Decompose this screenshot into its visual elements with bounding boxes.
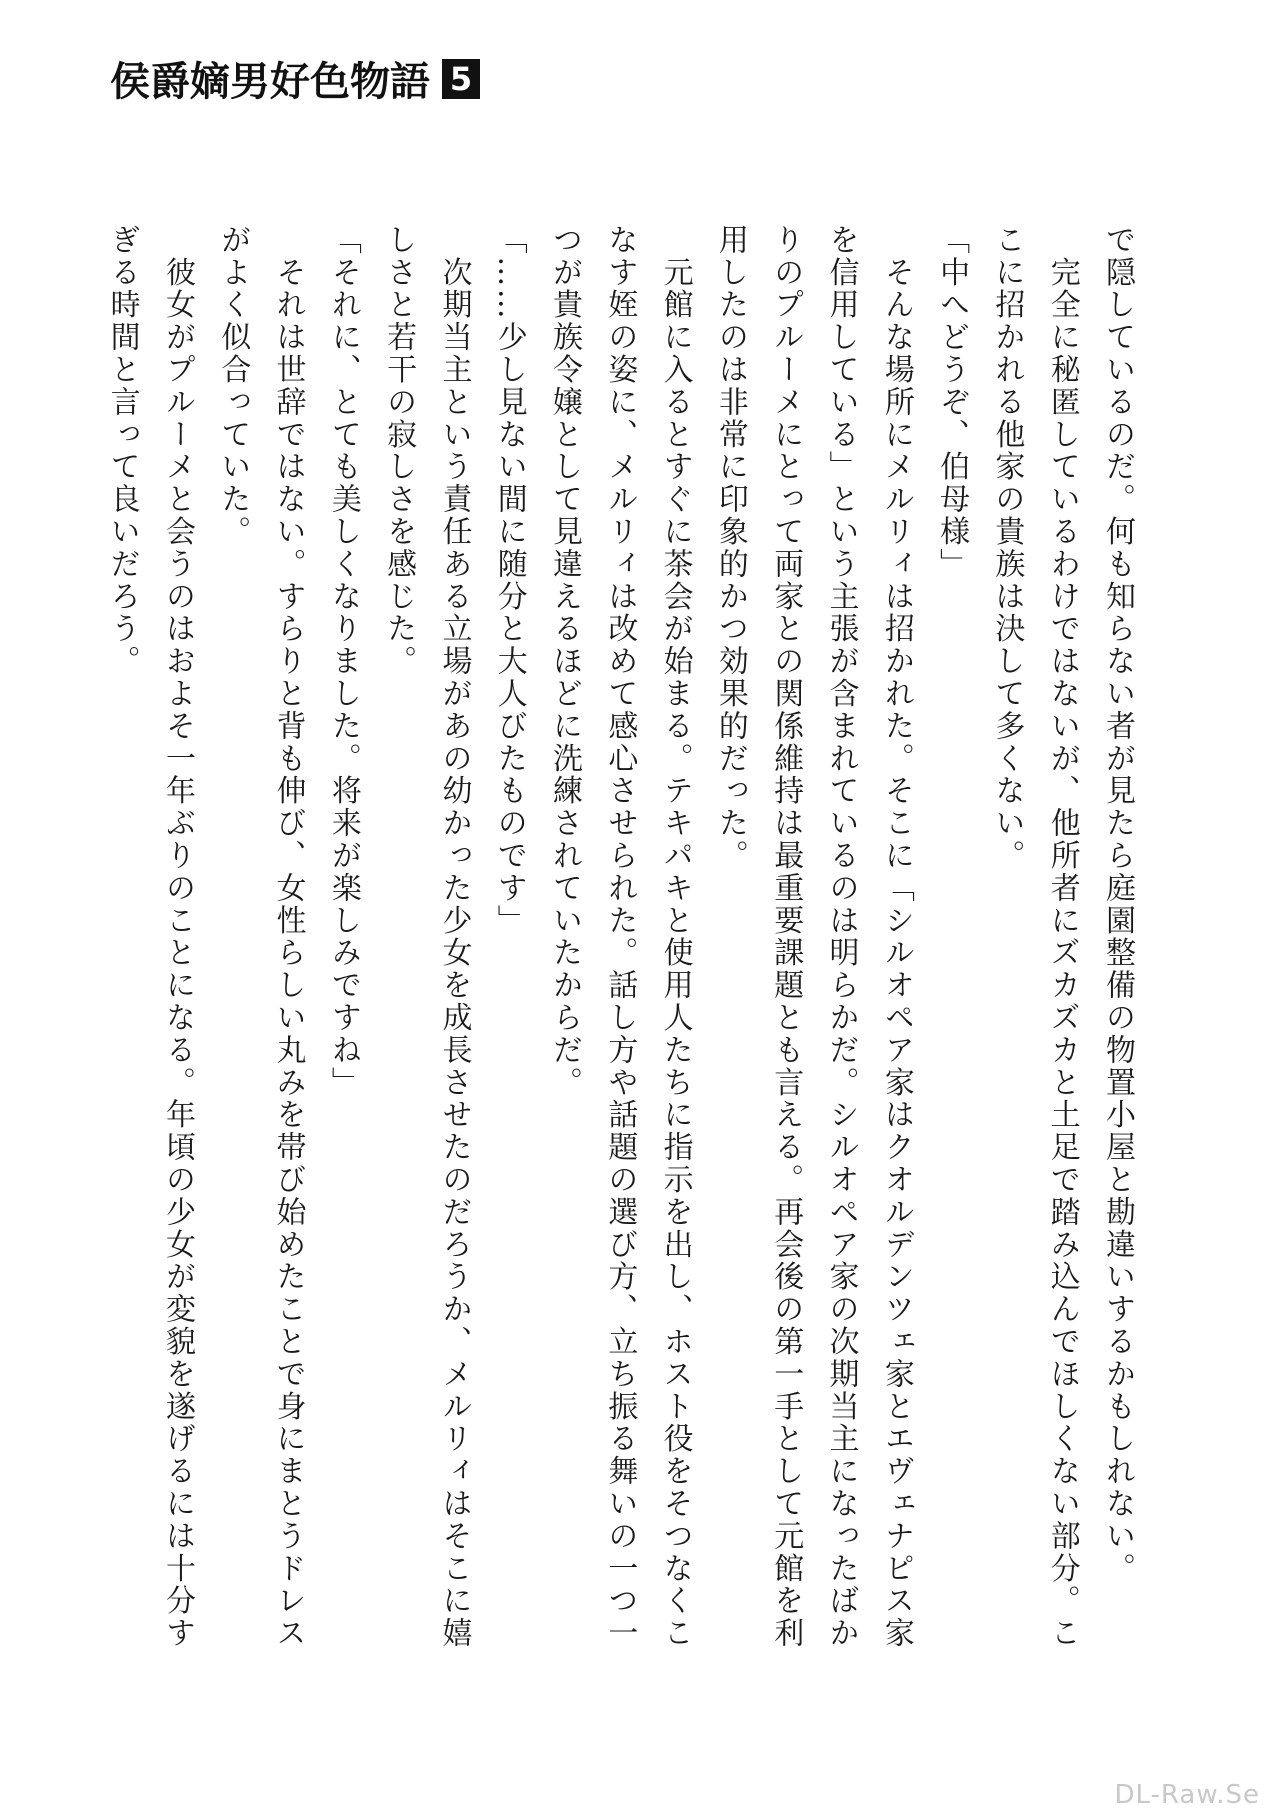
- text-column: 完全に秘匿しているわけではないが、他所者にズカズカと土足で踏み込んでほしくない部分。こ: [1044, 224, 1080, 1650]
- book-title: 侯爵嫡男好色物語: [110, 58, 430, 105]
- text-column: しさと若干の寂しさを感じた。: [381, 224, 417, 678]
- text-column: で隠しているのだ。何も知らない者が見たら庭園整備の物置小屋と勘違いするかもしれない。: [1100, 224, 1135, 1585]
- text-column: それは世辞ではない。すらりと背も伸び、女性らしい丸みを帯び始めたことで身にまとうドレス: [270, 224, 306, 1650]
- vertical-body-text: [94, 224, 1145, 1664]
- text-column: 元館に入るとすぐに茶会が始まる。テキパキと使用人たちに指示を出し、ホスト役をそつなくこ: [657, 224, 693, 1650]
- text-column: りのプルーメにとって両家との関係維持は最重要課題とも言える。再会後の第一手として元館を利: [768, 224, 804, 1650]
- text-column: を信用している」という主張が含まれているのは明らかだ。シルオペア家の次期当主になったばか: [823, 224, 859, 1650]
- text-column: 次期当主という責任ある立場があの幼かった少女を成長させたのだろうか、メルリィはそこに嬉: [436, 224, 472, 1650]
- text-column: 「それに、とても美しくなりました。将来が楽しみですね」: [325, 224, 361, 1099]
- text-column: 用したのは非常に印象的かつ効果的だった。: [712, 224, 748, 872]
- text-column: ぎる時間と言って良いだろう。: [104, 224, 140, 678]
- text-column: つが貴族令嬢として見違えるほどに洗練されていたからだ。: [547, 224, 583, 1099]
- text-column: 「中へどうぞ、伯母様」: [934, 224, 970, 581]
- page-header: [110, 50, 480, 107]
- text-column: なす姪の姿に、メルリィは改めて感心させられた。話し方や話題の選び方、立ち振る舞いの一つ一: [602, 224, 638, 1650]
- text-column: がよく似合っていた。: [215, 224, 251, 548]
- text-column: 彼女がプルーメと会うのはおよそ一年ぶりのことになる。年頃の少女が変貌を遂げるには十分す: [159, 224, 195, 1650]
- text-column: 「……少し見ない間に随分と大人びたものです」: [491, 224, 527, 937]
- watermark: DL-Raw.Se: [1114, 1780, 1260, 1810]
- text-column: こに招かれる他家の貴族は決して多くない。: [989, 224, 1025, 872]
- text-column: そんな場所にメルリィは招かれた。そこに「シルオペア家はクオルデンツェ家とエヴェナピス家: [878, 224, 914, 1650]
- volume-badge: 5: [442, 59, 480, 99]
